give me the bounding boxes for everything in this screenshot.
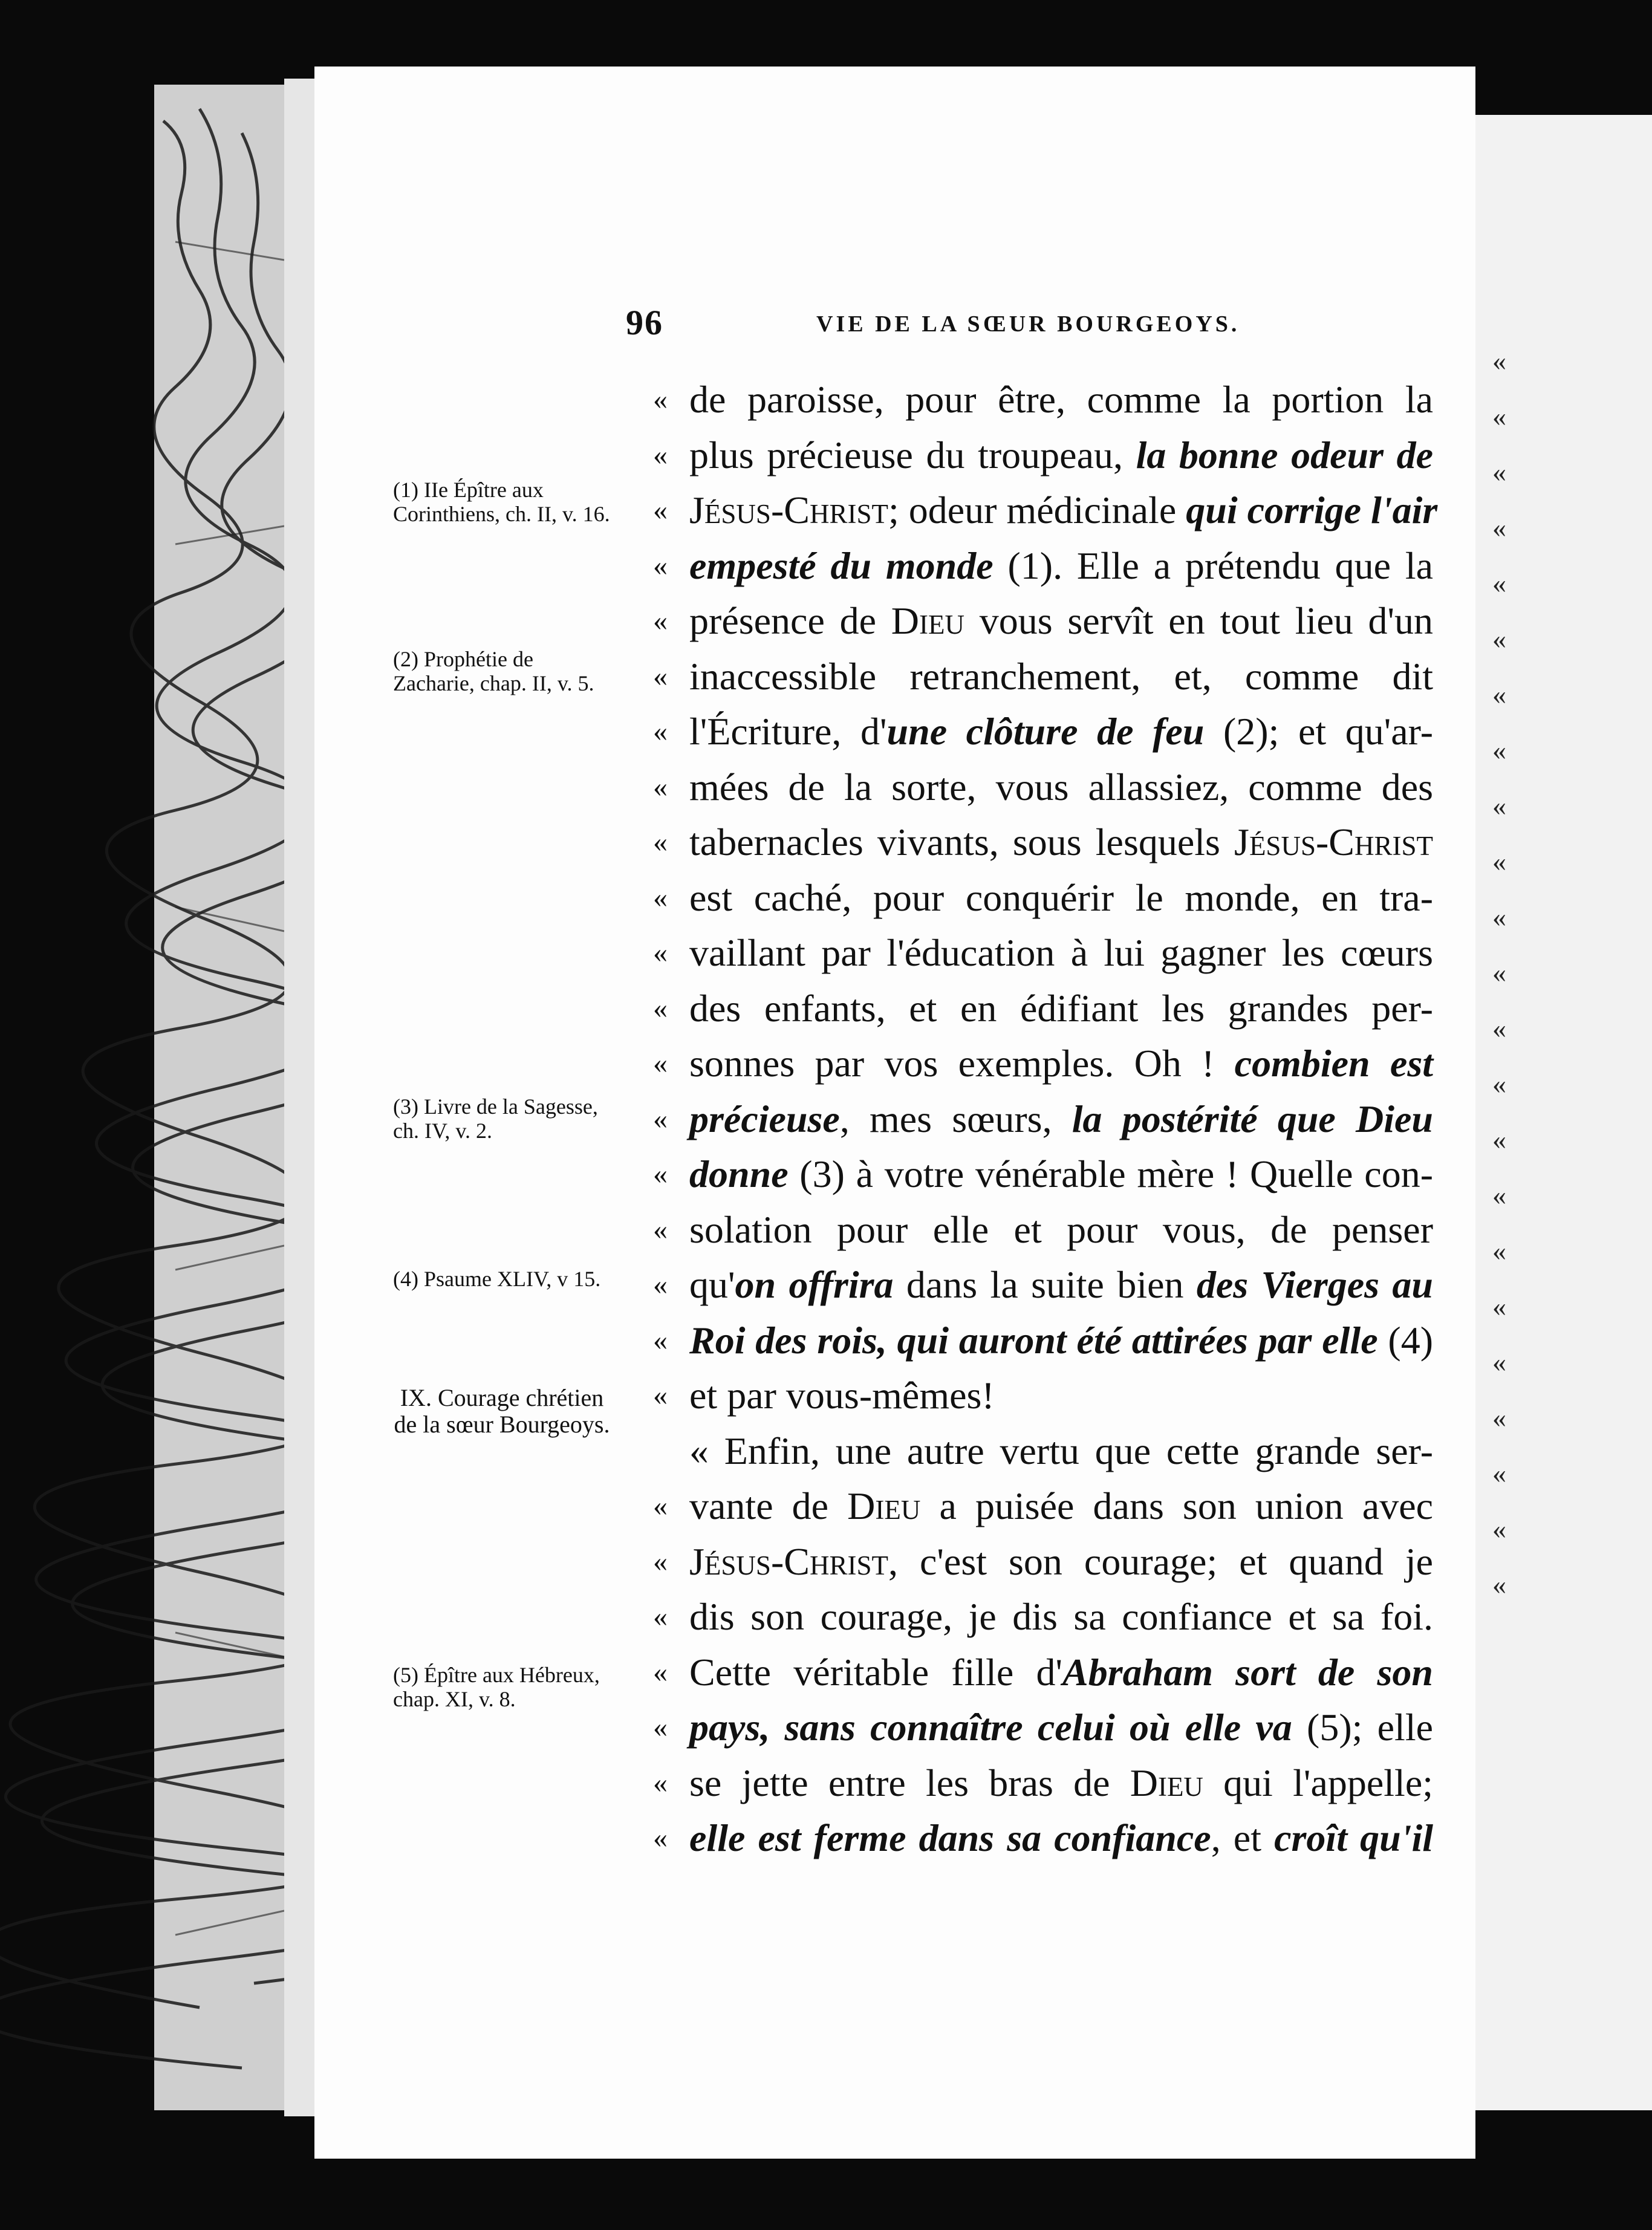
facing-quote-mark: « bbox=[1492, 1291, 1506, 1322]
quote-mark: « bbox=[653, 1047, 668, 1079]
text-line bbox=[653, 1755, 1433, 1811]
facing-quote-mark: « bbox=[1492, 1569, 1506, 1600]
text-line bbox=[653, 372, 1433, 427]
section-sidenote: IX. Courage chrétien de la sœur Bourgeoys. bbox=[394, 1384, 610, 1438]
quote-mark: « bbox=[653, 1822, 668, 1854]
text-line bbox=[653, 1257, 1433, 1313]
text-line bbox=[653, 483, 1438, 538]
text-line bbox=[653, 981, 1433, 1036]
margin-note: (3) Livre de la Sagesse, ch. IV, v. 2. bbox=[393, 1094, 598, 1143]
page-header bbox=[314, 302, 1475, 351]
quote-mark: « bbox=[653, 1379, 668, 1411]
facing-quote-mark: « bbox=[1492, 1124, 1506, 1155]
facing-quote-mark: « bbox=[1492, 1347, 1506, 1377]
line-text: Jésus-Christ, c'est son courage; et quand je bbox=[689, 1539, 1433, 1583]
text-line bbox=[653, 1810, 1433, 1866]
line-text: dis son courage, je dis sa confiance et sa foi. bbox=[689, 1595, 1433, 1638]
quote-mark: « bbox=[653, 438, 668, 471]
line-text: de paroisse, pour être, comme la portion la bbox=[689, 378, 1433, 421]
line-text: empesté du monde (1). Elle a prétendu que la bbox=[689, 544, 1434, 587]
facing-quote-mark: « bbox=[1492, 679, 1506, 710]
line-text: Cette véritable fille d'Abraham sort de son bbox=[689, 1650, 1433, 1694]
margin-note: (1) IIe Épître aux Corinthiens, ch. II, v. 16. bbox=[393, 478, 610, 526]
facing-quote-mark: « bbox=[1492, 735, 1506, 766]
quote-mark: « bbox=[653, 992, 668, 1024]
quote-mark: « bbox=[653, 881, 668, 914]
quote-mark: « bbox=[653, 1711, 668, 1743]
line-text: pays, sans connaître celui où elle va (5); elle bbox=[689, 1706, 1433, 1749]
facing-page-edge bbox=[1475, 115, 1652, 2110]
line-text: précieuse, mes sœurs, la postérité que Dieu bbox=[689, 1097, 1433, 1140]
line-text: solation pour elle et pour vous, de penser bbox=[689, 1208, 1433, 1251]
quote-mark: « bbox=[653, 1213, 668, 1246]
text-line bbox=[653, 814, 1433, 870]
quote-mark: « bbox=[653, 1601, 668, 1633]
quote-mark: « bbox=[653, 383, 668, 415]
line-text: est caché, pour conquérir le monde, en tra- bbox=[689, 876, 1433, 919]
facing-quote-mark: « bbox=[1492, 1068, 1506, 1099]
text-line bbox=[653, 1423, 1433, 1479]
facing-quote-mark: « bbox=[1492, 401, 1506, 432]
facing-quote-mark: « bbox=[1492, 1513, 1506, 1544]
line-text: vaillant par l'éducation à lui gagner les cœurs bbox=[689, 931, 1433, 974]
line-text: et par vous-mêmes! bbox=[689, 1374, 995, 1417]
facing-quote-mark: « bbox=[1492, 1180, 1506, 1211]
facing-quote-mark: « bbox=[1492, 623, 1506, 654]
line-text: elle est ferme dans sa confiance, et croît qu'il bbox=[689, 1816, 1434, 1859]
line-text: donne (3) à votre vénérable mère ! Quelle con- bbox=[689, 1152, 1433, 1195]
facing-quote-mark: « bbox=[1492, 902, 1506, 932]
text-line bbox=[653, 427, 1433, 483]
text-line bbox=[653, 1091, 1433, 1147]
book-page bbox=[314, 67, 1475, 2159]
text-line bbox=[653, 1146, 1433, 1202]
quote-mark: « bbox=[653, 1324, 668, 1356]
text-line bbox=[653, 759, 1433, 815]
line-text: Roi des rois, qui auront été attirées par elle (4) bbox=[689, 1318, 1434, 1362]
quote-mark: « bbox=[653, 715, 668, 747]
line-text: « Enfin, une autre vertu que cette grande ser- bbox=[689, 1429, 1433, 1472]
running-title: VIE DE LA SŒUR BOURGEOYS. bbox=[816, 311, 1240, 337]
facing-quote-mark: « bbox=[1492, 1402, 1506, 1433]
facing-quote-mark: « bbox=[1492, 457, 1506, 487]
line-text: inaccessible retranchement, et, comme dit bbox=[689, 654, 1433, 698]
quote-mark: « bbox=[653, 937, 668, 969]
text-line bbox=[653, 1036, 1433, 1091]
text-line bbox=[653, 1589, 1433, 1645]
quote-mark: « bbox=[653, 549, 668, 582]
line-text: l'Écriture, d'une clôture de feu (2); et qu'ar- bbox=[689, 710, 1434, 753]
text-line bbox=[653, 1645, 1433, 1700]
line-text: Jésus-Christ; odeur médicinale qui corrige l'air bbox=[689, 489, 1438, 531]
facing-quote-mark: « bbox=[1492, 957, 1506, 988]
line-text: présence de Dieu vous servît en tout lieu d'un bbox=[689, 599, 1434, 642]
margin-note: (2) Prophétie de Zacharie, chap. II, v. 5. bbox=[393, 647, 594, 695]
line-text: se jette entre les bras de Dieu qui l'appelle; bbox=[689, 1761, 1434, 1804]
quote-mark: « bbox=[653, 605, 668, 637]
quote-mark: « bbox=[653, 1158, 668, 1190]
text-line bbox=[653, 1202, 1433, 1258]
facing-quote-mark: « bbox=[1492, 1235, 1506, 1266]
quote-mark: « bbox=[653, 826, 668, 858]
line-text: des enfants, et en édifiant les grandes per- bbox=[689, 986, 1433, 1030]
line-text: tabernacles vivants, sous lesquels Jésus-Christ bbox=[689, 821, 1433, 863]
quote-mark: « bbox=[653, 660, 668, 692]
text-line bbox=[653, 538, 1433, 594]
line-text: sonnes par vos exemples. Oh ! combien est bbox=[689, 1042, 1434, 1085]
text-line bbox=[653, 649, 1433, 704]
page-number: 96 bbox=[626, 303, 663, 342]
facing-quote-mark: « bbox=[1492, 345, 1506, 376]
quote-mark: « bbox=[653, 770, 668, 803]
line-text: vante de Dieu a puisée dans son union avec bbox=[689, 1484, 1434, 1527]
margin-note: (4) Psaume XLIV, v 15. bbox=[393, 1267, 601, 1291]
text-line bbox=[653, 593, 1433, 649]
facing-quote-mark: « bbox=[1492, 1458, 1506, 1489]
line-text: plus précieuse du troupeau, la bonne odeur de bbox=[689, 433, 1434, 476]
facing-quote-mark: « bbox=[1492, 568, 1506, 599]
text-line bbox=[653, 704, 1433, 759]
text-line bbox=[653, 870, 1433, 926]
quote-mark: « bbox=[653, 1545, 668, 1578]
body-text bbox=[653, 372, 1438, 1866]
facing-quote-mark: « bbox=[1492, 512, 1506, 543]
quote-mark: « bbox=[653, 1656, 668, 1688]
quote-mark: « bbox=[653, 1102, 668, 1135]
text-line bbox=[653, 1368, 1433, 1423]
quote-mark: « bbox=[653, 1269, 668, 1301]
text-line bbox=[653, 925, 1433, 981]
quote-mark: « bbox=[653, 494, 668, 526]
facing-quote-mark: « bbox=[1492, 846, 1506, 877]
quote-mark: « bbox=[653, 1490, 668, 1522]
line-text: mées de la sorte, vous allassiez, comme des bbox=[689, 765, 1433, 808]
facing-quote-mark: « bbox=[1492, 1013, 1506, 1044]
line-text: qu'on offrira dans la suite bien des Vierges au bbox=[689, 1263, 1434, 1306]
text-line bbox=[653, 1534, 1433, 1590]
text-line bbox=[653, 1700, 1433, 1755]
text-line bbox=[653, 1313, 1433, 1368]
facing-quote-mark: « bbox=[1492, 790, 1506, 821]
text-line bbox=[653, 1478, 1433, 1534]
margin-note: (5) Épître aux Hébreux, chap. XI, v. 8. bbox=[393, 1663, 600, 1711]
quote-mark: « bbox=[653, 1766, 668, 1799]
